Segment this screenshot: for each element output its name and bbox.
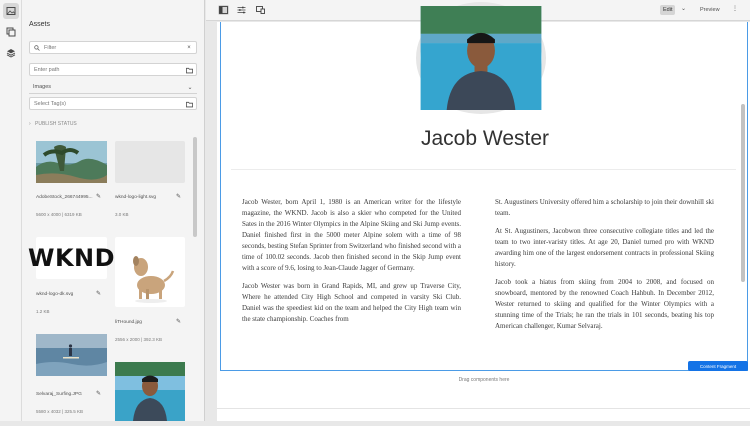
bio-right-column — [495, 197, 714, 339]
asset-name: Selvaraj_Surfing.JPG — [36, 392, 82, 397]
assets-rail-button[interactable] — [3, 3, 19, 19]
asset-name: wknd-logo-light.svg — [115, 195, 157, 200]
drag-components-placeholder[interactable]: Drag components here — [458, 377, 510, 383]
components-rail-button[interactable] — [3, 24, 19, 40]
content-fragment-component[interactable] — [220, 22, 748, 371]
bio-left-column — [242, 197, 461, 332]
asset-meta: 5580 x 4032 | 325.5 KB — [36, 409, 83, 414]
asset-name: AdobeStock_266744995... — [36, 195, 93, 200]
chevron-down-icon: ⌄ — [187, 84, 193, 91]
edit-pencil-icon[interactable]: ✎ — [96, 194, 102, 200]
content-tree-rail-button[interactable] — [3, 45, 19, 61]
asset-card[interactable] — [115, 362, 185, 421]
chevron-down-icon[interactable]: ⌄ — [681, 6, 687, 12]
bio-paragraph: Jacob Wester was born in Grand Rapids, MI, and grew up Traverse City, Where he attended City High School and competed in varsity Ski Club. Daniel was the speediest kid on the team and helped the City High team win the state championship. Coaches from — [242, 282, 461, 323]
sliders-icon — [237, 6, 246, 14]
edit-pencil-icon[interactable]: ✎ — [176, 319, 182, 325]
asset-card[interactable] — [36, 334, 107, 376]
clear-icon[interactable]: × — [187, 45, 191, 51]
person-name-heading: Jacob Wester — [421, 127, 549, 150]
logo-light-thumbnail — [115, 141, 185, 183]
edit-mode-button[interactable]: Edit — [660, 5, 675, 15]
folder-icon[interactable] — [185, 66, 193, 74]
publish-status-toggle[interactable] — [29, 121, 77, 127]
folder-icon[interactable] — [185, 100, 193, 108]
asset-name: liTHound.jpg — [115, 320, 142, 325]
layers-icon — [6, 48, 16, 58]
side-rail — [0, 0, 22, 421]
tags-input[interactable] — [34, 101, 184, 107]
page-properties-button[interactable] — [236, 5, 247, 15]
toggle-side-panel-button[interactable] — [218, 5, 229, 15]
asset-card[interactable] — [115, 237, 185, 307]
asset-card[interactable] — [36, 141, 107, 183]
assets-scrollbar[interactable] — [193, 137, 197, 237]
emulator-button[interactable] — [255, 5, 266, 15]
profile-photo — [416, 2, 546, 114]
assets-panel-title: Assets — [29, 21, 51, 28]
wknd-logo-thumbnail — [27, 237, 116, 279]
image-icon — [6, 6, 16, 16]
devices-icon — [256, 6, 265, 14]
publish-status-label: PUBLISH STATUS — [35, 121, 77, 127]
components-icon — [6, 27, 16, 37]
preview-button[interactable]: Preview — [700, 7, 720, 13]
portrait-thumbnail — [115, 362, 185, 421]
canvas-scrollbar[interactable] — [741, 104, 745, 282]
path-input[interactable] — [34, 67, 184, 73]
bio-paragraph: St. Augustiners University offered him a scholarship to join their downhill ski team. — [495, 198, 714, 217]
more-icon[interactable]: ⋮ — [732, 6, 738, 12]
filter-field[interactable] — [29, 41, 197, 54]
asset-meta: 2556 x 2000 | 392.3 KB — [115, 337, 162, 342]
filter-input[interactable] — [44, 45, 194, 51]
wknd-logo-text: WKND — [27, 244, 116, 272]
asset-name: wknd-logo-dk.svg — [36, 292, 74, 297]
chevron-right-icon: › — [29, 121, 31, 127]
tags-field[interactable] — [29, 97, 197, 110]
edit-pencil-icon[interactable]: ✎ — [96, 391, 102, 397]
asset-meta: 3.0 KB — [115, 212, 129, 217]
asset-card[interactable] — [27, 237, 116, 279]
asset-card[interactable] — [115, 141, 185, 183]
asset-meta: 5600 x 4000 | 6319 KB — [36, 212, 82, 217]
bio-paragraph: Jacob took a hiatus from skiing from 2004 to 2008, and focused on snowboard, mentored by the renowned Coach Hahbuh. In December 2012, Wester returned to skiing and qualified for the Winter Olympics with a stunning time of the Trials; he ran the trials in 101 seconds, beating his top American challenger, Kumar Selvaraj. — [495, 278, 714, 330]
asset-meta: 1.2 KB — [36, 309, 50, 314]
divider — [231, 169, 736, 170]
path-field[interactable] — [29, 63, 197, 76]
asset-type-value: Images — [33, 84, 52, 90]
surfing-thumbnail — [36, 334, 107, 376]
content-fragment-badge[interactable]: Content Fragment — [688, 361, 748, 371]
edit-pencil-icon[interactable]: ✎ — [176, 194, 182, 200]
landscape-thumbnail — [36, 141, 107, 183]
bio-paragraph: Jacob Wester, born April 1, 1980 is an American writer for the lifestyle magazine, the WKND. Jacob is also a skier who competed for the United Sates in the 2016 Winter Olympics in the Alpine Skiing and Ski Jump events. Daniel finished first in the 5000 meter Alpine solem with a time of 98 seconds, besting Stefan Sprinter from Switzerland who finished second with a time of 100.02 seconds. Jacob then finished second in the Skip Jump event with a score of 9.6, losing to Jean-Claude Jagger of Germany. — [242, 198, 461, 272]
side-panel-icon — [219, 6, 228, 14]
bio-paragraph: At St. Augustiners, Jacobwon three consecutive collegiate titles and led the team to two inter-varisty titles. At age 20, Daniel turned pro with WKND awarding him one of the largest endorsement contracts in professional Skiing history. — [495, 227, 714, 268]
edit-pencil-icon[interactable]: ✎ — [96, 291, 102, 297]
search-icon — [34, 44, 41, 51]
asset-type-select[interactable] — [29, 81, 197, 94]
dog-thumbnail — [115, 237, 185, 307]
divider — [217, 408, 750, 409]
